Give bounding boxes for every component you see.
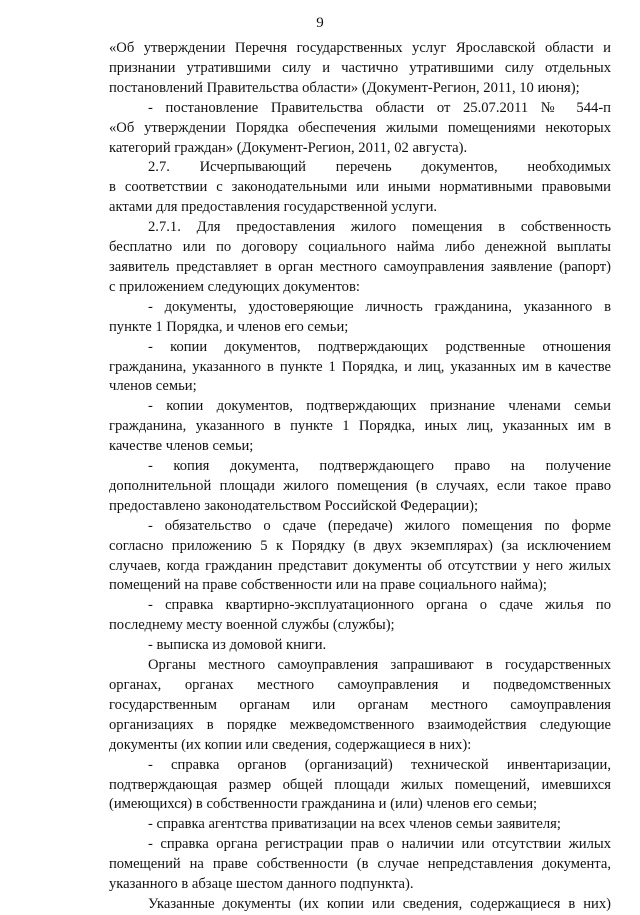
text-line: помещений на праве собственности (в случае непредставления документа,	[109, 856, 611, 873]
text-line: указанного в абзаце шестом данного подпункта).	[109, 876, 414, 893]
text-line: членов семьи;	[109, 378, 197, 395]
text-line: помещений на праве собственности или на праве социального найма);	[109, 577, 547, 594]
text-line: заявитель представляет в орган местного самоуправления заявление (рапорт)	[109, 258, 611, 275]
text-line: категорий граждан» (Документ-Регион, 2011, 02 августа).	[109, 139, 468, 156]
text-line: - обязательство о сдаче (передаче) жилого помещения по форме	[148, 517, 611, 534]
text-line: признании утратившими силу и частично утратившими силу отдельных	[109, 59, 611, 76]
text-line: (имеющихся) в собственности гражданина и (или) членов его семьи;	[109, 796, 538, 813]
text-line: 2.7. Исчерпывающий перечень документов, необходимых	[148, 159, 611, 176]
text-line: в соответствии с законодательными или иными нормативными правовыми	[109, 179, 611, 196]
text-line: дополнительной площади жилого помещения (в случаях, если такое право	[109, 477, 611, 494]
text-line: «Об утверждении Порядка обеспечения жилыми помещениями некоторых	[109, 119, 611, 136]
text-line: предоставлено законодательством Российской Федерации);	[109, 497, 479, 514]
text-line: документы (их копии или сведения, содержащиеся в них):	[109, 736, 472, 753]
page-number: 9	[316, 15, 324, 31]
document-body	[109, 39, 611, 915]
text-line: подтверждающая размер общей площади жилых помещений, имевшихся	[109, 776, 611, 793]
text-line: актами для предоставления государственной услуги.	[109, 199, 438, 216]
text-line: Указанные документы (их копии или сведения, содержащиеся в них)	[148, 895, 611, 912]
text-line: - документы, удостоверяющие личность гражданина, указанного в	[148, 298, 611, 315]
text-line: - постановление Правительства области от 25.07.2011 № 544-п	[148, 99, 611, 116]
text-line: - выписка из домовой книги.	[148, 637, 327, 654]
text-line: качестве членов семьи;	[109, 438, 254, 455]
text-line: - справка квартирно-эксплуатационного органа о сдаче жилья по	[148, 597, 611, 614]
text-line: организациях в порядке межведомственного взаимодействия следующие	[109, 716, 611, 733]
text-line: гражданина, указанного в пункте 1 Порядка, и лиц, указанных им в качестве	[109, 358, 611, 375]
text-line: - справка агентства приватизации на всех членов семьи заявителя;	[148, 816, 561, 833]
text-line: бесплатно или по договору социального найма либо денежной выплаты	[109, 239, 611, 256]
text-line: гражданина, указанного в пункте 1 Порядка, иных лиц, указанных им в	[109, 418, 611, 435]
text-line: - копия документа, подтверждающего право на получение	[148, 458, 611, 475]
text-line: органах, органах местного самоуправления и подведомственных	[109, 677, 611, 693]
text-line: - копии документов, подтверждающих родственные отношения	[148, 338, 611, 355]
text-line: с приложением следующих документов:	[109, 278, 360, 295]
text-line: - справка органа регистрации прав о наличии или отсутствии жилых	[148, 836, 611, 853]
text-line: «Об утверждении Перечня государственных услуг Ярославской области и	[109, 40, 611, 56]
text-line: пункте 1 Порядка, и членов его семьи;	[109, 318, 349, 335]
text-line: случаев, когда гражданин представит документы об отсутствии у него жилых	[109, 557, 611, 574]
text-line: - справка органов (организаций) технической инвентаризации,	[148, 756, 611, 773]
text-line: 2.7.1. Для предоставления жилого помещения в собственность	[148, 219, 611, 236]
text-line: согласно приложению 5 к Порядку (в двух экземплярах) (за исключением	[109, 537, 611, 554]
text-line: Органы местного самоуправления запрашивают в государственных	[148, 657, 611, 674]
text-line: - копии документов, подтверждающих признание членами семьи	[148, 398, 611, 415]
text-line: последнему месту военной службы (службы);	[109, 617, 395, 634]
text-line: постановлений Правительства области» (Документ-Регион, 2011, 10 июня);	[109, 79, 580, 96]
text-line: государственным органам или органам местного самоуправления	[109, 696, 611, 713]
